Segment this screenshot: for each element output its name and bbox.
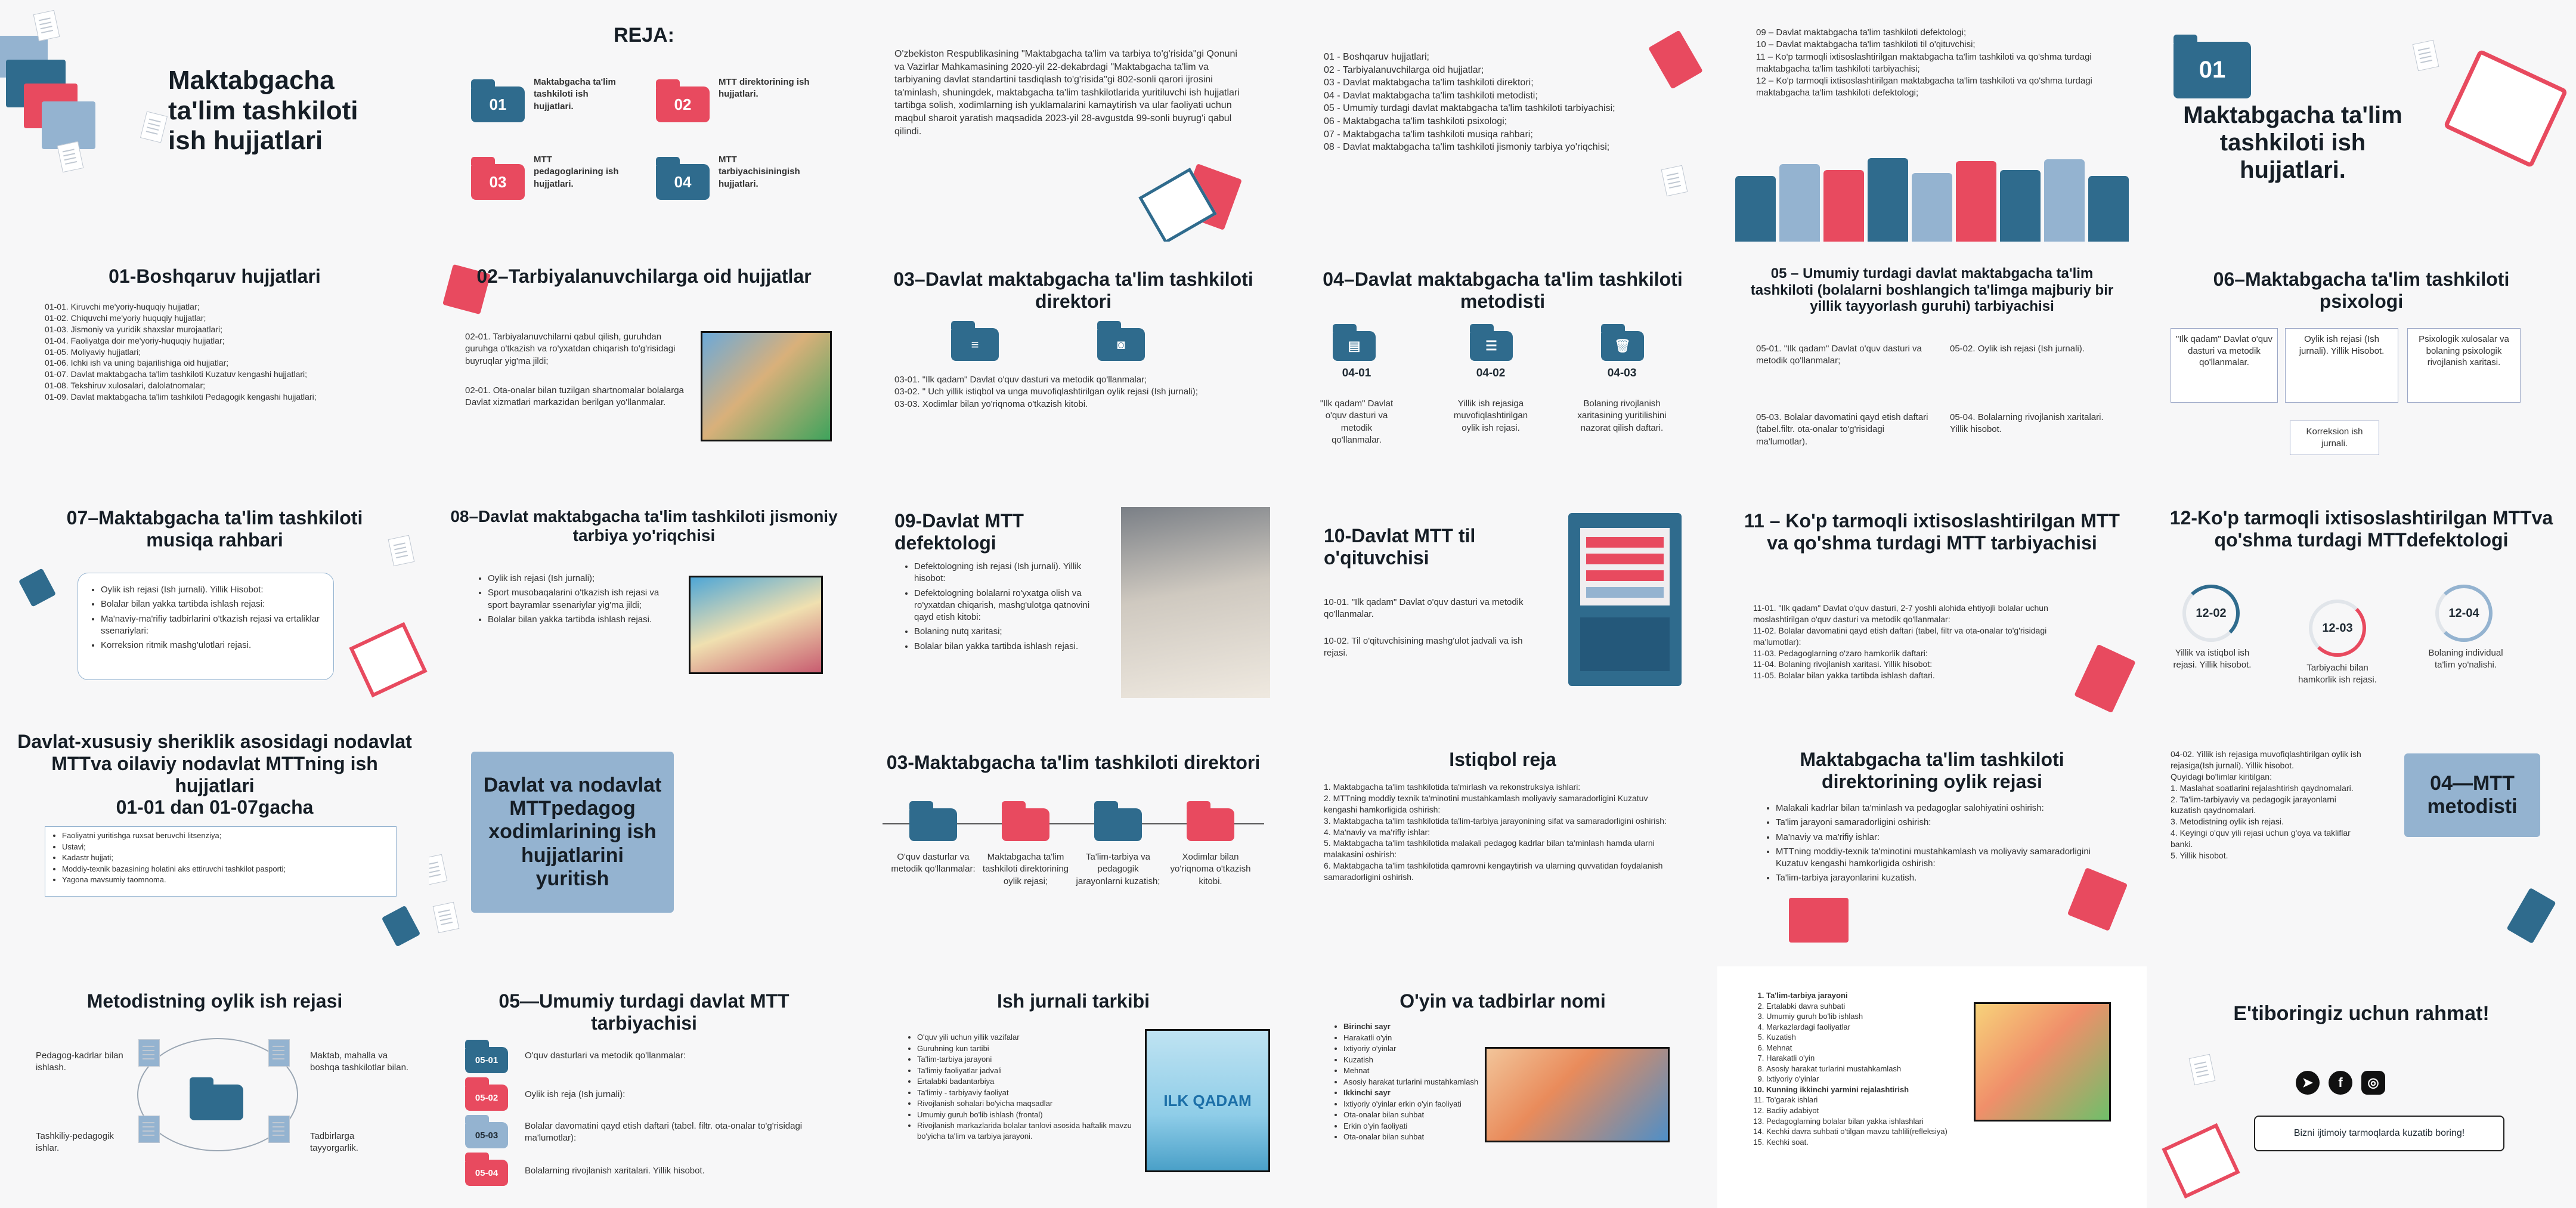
folder-icon — [656, 86, 710, 122]
column-text: Xodimlar bilan yo'riqnoma o'tkazish kitobi. — [1170, 852, 1251, 886]
slide-22 — [1288, 725, 1717, 966]
methodist-text — [2171, 749, 2367, 861]
slide-13 — [0, 483, 429, 725]
list-item: 12 – Ko'p tarmoqli ixtisoslashtirilgan maktabgacha ta'lim tashkiloti va qo'shma turdagi maktabgacha ta'lim tashkiloti defektologi; — [1756, 76, 2092, 98]
document-icon — [2413, 40, 2439, 71]
list-item: 05 - Umumiy turdagi davlat maktabgacha ta'lim tashkiloti tarbiyachisi; — [1324, 103, 1615, 114]
document-icon — [1661, 165, 1688, 196]
list-item: 04-02. Yillik ish rejasiga muvofiqlashtirilgan oylik ish rejasiga(Ish jurnali). Yillik hisobot. — [2171, 749, 2361, 770]
folder-icon — [465, 1085, 508, 1111]
list-item: • Mehnat — [1343, 1065, 1493, 1076]
list-item: 4. Markazlardagi faoliyatlar — [1766, 1022, 2017, 1033]
title-card — [2404, 753, 2540, 837]
list-item: • Rivojlanish sohalari bo'yicha maqsadlar — [917, 1098, 1150, 1109]
list-item: 15. Kechki soat. — [1766, 1137, 2017, 1148]
slide-9 — [859, 242, 1288, 483]
children-photo — [1974, 1002, 2111, 1122]
list-item: 13. Pedagoglarning bolalar bilan yakka ishlashlari — [1766, 1116, 2017, 1127]
instagram-icon[interactable]: ◎ — [2361, 1071, 2385, 1095]
list-item: 6. Mehnat — [1766, 1043, 2017, 1053]
list-item: 7. Harakatli o'yin — [1766, 1053, 2017, 1064]
paragraph: 02-01. Tarbiyalanuvchilarni qabul qilish, guruhdan guruhga o'tkazish va ro'yxatdan chiqarish to'g'risidagi buyruqlar yig'ma jildi; — [465, 332, 676, 366]
slide-title: 12-Ko'p tarmoqli ixtisoslashtirilgan MTTva qo'shma turdagi MTTdefektologi — [2169, 507, 2553, 551]
list-item: • Ixtiyoriy o'yinlar erkin o'yin faoliyati — [1343, 1099, 1493, 1110]
list-item: 11-05. Bolalar bilan yakka tartibda ishlash daftari. — [1753, 671, 1935, 681]
slide-30 — [2147, 966, 2576, 1208]
list-item: 3. Maktabgacha ta'lim tashkilotida ta'lim-tarbiya jarayonining sifat va samaradorligini oshirish: — [1324, 815, 1667, 826]
book-title: ILK QADAM — [1163, 1091, 1252, 1110]
column-text: "Ilk qadam" Davlat o'quv dasturi va metodik qo'llanmalar. — [1320, 398, 1394, 445]
bullet-list — [1333, 1021, 1493, 1143]
briefcase-icon: ◙ — [1097, 328, 1145, 361]
list-card — [45, 826, 397, 897]
slide-18 — [2147, 483, 2576, 725]
list-item: 3. Metodistning oylik ish rejasi. — [2171, 817, 2284, 827]
book-cover — [1145, 1029, 1270, 1172]
plan-title: REJA: — [613, 24, 675, 47]
list-item: • Ma'naviy-ma'rifiy tadbirlarini o'tkazish rejasi va ertaliklar ssenariylari: — [101, 613, 321, 638]
column-text: Ta'lim-tarbiya va pedagogik jarayonlarni kuzatish; — [1076, 852, 1160, 886]
list-item: 11-04. Bolaning rivojlanish xaritasi. Yillik hisobot: — [1753, 659, 1933, 669]
cycle-label: Pedagog-kadrlar bilan ishlash. — [36, 1051, 123, 1073]
list-item: 14. Kechki davra suhbati o'tilgan mavzu tahlili(refleksiya) — [1766, 1126, 2017, 1137]
slide-title: E'tiboringiz uchun rahmat! — [2233, 1002, 2490, 1025]
list-item: • Oylik ish rejasi (Ish jurnali). Yillik Hisobot: — [101, 584, 321, 596]
progress-circle — [2435, 585, 2493, 642]
list-item: • Birinchi sayr — [1343, 1021, 1493, 1032]
list-item: • Bolalar bilan yakka tartibda ishlash rejasi. — [914, 641, 1111, 653]
list-item: • Harakatli o'yin — [1343, 1033, 1493, 1043]
list-item: 01-08. Tekshiruv xulosalari, dalolatnomalar; — [45, 381, 205, 391]
file-cabinet-illustration — [1568, 513, 1682, 686]
column-text: Yillik ish rejasiga muvofiqlashtirilgan oylik ish rejasi. — [1453, 398, 1528, 433]
item-number: 01 — [489, 95, 507, 113]
item-text: 05-04. Bolalarning rivojlanish xaritalari. Yillik hisobot. — [1950, 412, 2104, 435]
list-item: • Bolaning nutq xaritasi; — [914, 626, 1111, 638]
item-code: 05-02 — [475, 1092, 499, 1103]
code-label: 04-02 — [1476, 367, 1506, 379]
slide-title: 04–Davlat maktabgacha ta'lim tashkiloti metodisti — [1323, 268, 1683, 312]
list-item: 5. Kuzatish — [1766, 1032, 2017, 1043]
slide-title: Maktabgacha ta'lim tashkiloti ish hujjatlari. — [2183, 102, 2402, 183]
list-item: 12. Badiiy adabiyot — [1766, 1105, 2017, 1116]
laptop-icon — [2162, 1123, 2240, 1198]
list-item: 09 – Davlat maktabgacha ta'lim tashkiloti defektologi; — [1756, 27, 1967, 38]
slide-title: Davlat-xususiy sheriklik asosidagi nodavlat MTTva oilaviy nodavlat MTTning ish hujjatlari 01-01 dan 01-07gacha — [17, 731, 412, 818]
bullet-list — [477, 573, 679, 628]
list-item: • Rivojlanish markazlarida bolalar tanlovi asosida haftalik mavzu bo'yicha ta'lim va tarbiya jarayoni. — [917, 1120, 1150, 1141]
list-item: 01-07. Davlat maktabgacha ta'lim tashkiloti Kuzatuv kengashi hujjatlari; — [45, 369, 308, 379]
facebook-icon[interactable]: f — [2329, 1071, 2352, 1095]
list-item: • Ota-onalar bilan suhbat — [1343, 1110, 1493, 1120]
list-item: 11-01. "Ilk qadam" Davlat o'quv dasturi, 2-7 yoshli alohida ehtiyojli bolalar uchun moslashtirilgan o'quv dasturi va metodik qo'llanmalar: — [1753, 603, 2048, 624]
title-card — [471, 752, 674, 913]
slide-title: Maktabgacha ta'lim tashkiloti direktorining oylik rejasi — [1800, 749, 2064, 792]
bullet-list — [51, 830, 390, 885]
folder-icon — [2174, 42, 2251, 98]
list-item: 5. Maktabgacha ta'lim tashkilotida malakali pedagog kadrlar bilan ta'minlash hamda ularni malakasini oshirish: — [1324, 838, 1655, 860]
list-item: 1. Maslahat soatlarini rejalashtirish qaydnomalari. — [2171, 783, 2354, 793]
slide-title: 03–Davlat maktabgacha ta'lim tashkiloti direktori — [893, 268, 1253, 312]
list-item: 10. Kunning ikkinchi yarmini rejalashtirish — [1766, 1085, 2017, 1095]
list-item: • Ta'lim-tarbiya jarayonlarini kuzatish. — [1776, 872, 2110, 884]
list-item: • Oylik ish rejasi (Ish jurnali); — [488, 573, 679, 585]
list-item: • Faoliyatni yuritishga ruxsat beruvchi litsenziya; — [62, 830, 390, 841]
item-number: 03 — [489, 172, 507, 191]
list-item: 1. Ta'lim-tarbiya jarayoni — [1766, 990, 2017, 1001]
bullet-list — [1765, 802, 2110, 887]
document-icon — [140, 111, 168, 143]
folder-icon — [465, 1122, 508, 1148]
list-item: • MTTning moddiy-texnik ta'minotini mustahkamlash va moliyaviy samaradorligini Kuzatuv kengashi hamkorligida oshirish: — [1776, 846, 2110, 870]
list-item: • Kadastr hujjati; — [62, 852, 390, 863]
slide-21 — [859, 725, 1288, 966]
item-number: 04 — [674, 172, 692, 191]
follow-social-button[interactable]: Bizni ijtimoiy tarmoqlarda kuzatib boring! — [2254, 1116, 2504, 1151]
column-text: Maktabgacha ta'lim tashkiloti direktorining oylik rejasi; — [982, 852, 1069, 886]
plan-item: MTT pedagoglarining ish hujjatlari. — [534, 155, 619, 189]
bullet-list — [90, 584, 321, 651]
item-text: 05-01. "Ilk qadam" Davlat o'quv dasturi va metodik qo'llanmalar; — [1756, 344, 1922, 366]
list-item: • Umumiy guruh bo'lib ishlash (frontal) — [917, 1110, 1150, 1120]
bullet-list — [906, 1032, 1150, 1142]
list-item: 06 - Maktabgacha ta'lim tashkiloti psixologi; — [1324, 116, 1507, 126]
list-item: • Ta'lim-tarbiya jarayoni — [917, 1054, 1150, 1065]
list-item: 07 - Maktabgacha ta'lim tashkiloti musiqa rahbari; — [1324, 129, 1533, 140]
list-item: • Bolalar bilan yakka tartibda ishlash rejasi. — [488, 614, 679, 626]
circle-code: 12-04 — [2448, 606, 2479, 620]
paragraph: 10-02. Til o'qituvchisining mashg'ulot jadvali va ish rejasi. — [1324, 636, 1523, 659]
list-item: 01-02. Chiquvchi me'yoriy huquqiy hujjatlar; — [45, 313, 206, 323]
folder-icon — [2074, 644, 2136, 713]
slide-20 — [429, 725, 859, 966]
list-item: • Asosiy harakat turlarini mustahkamlash — [1343, 1077, 1493, 1087]
list-item: 3. Umumiy guruh bo'lib ishlash — [1766, 1011, 2017, 1022]
slide-16 — [1288, 483, 1717, 725]
telegram-icon[interactable]: ➤ — [2296, 1071, 2320, 1095]
list-item: 01-04. Faoliyatga doir me'yoriy-huquqiy hujjatlar; — [45, 335, 225, 345]
item-text: O'quv dasturlari va metodik qo'llanmalar: — [525, 1051, 686, 1061]
folder-icon — [1002, 808, 1049, 841]
list-item: 03 - Davlat maktabgacha ta'lim tashkiloti direktori; — [1324, 78, 1534, 88]
document-icon — [429, 854, 447, 885]
list-item: 01-01. Kiruvchi me'yoriy-huquqiy hujjatlar; — [45, 302, 200, 311]
slide-8 — [429, 242, 859, 483]
documents-list — [1753, 603, 2063, 681]
slide-6 — [2147, 0, 2576, 242]
slide-29 — [1717, 966, 2147, 1208]
order-paragraph: O'zbekiston Respublikasining "Maktabgacha ta'lim va tarbiya to'g'risida"gi Qonuni va Vazirlar Mahkamasining 2020-yil 22-dekabrdagi "Maktabgacha ta'lim va tarbiyaning davlat standartini tasdiqlash to'g'risida"gi 802-sonli qarori ijrosini ta'minlash, shuningdek, maktabgacha ta'lim tashkilotlarida yuritiluvchi ish hujjatlari tartibga solish, xodimlarning ish yuklamalarini kamaytirish va ular faoliyati uchun maqbul sharoit yaratish maqsadida 2023-yil 28-avgustda 99-sonli buyrug'i qabul qilindi. — [894, 49, 1240, 137]
folder-icon — [18, 568, 56, 607]
children-photo — [1485, 1047, 1670, 1142]
list-item: • Erkin o'yin faoliyati — [1343, 1121, 1493, 1132]
folder-icon — [1094, 808, 1142, 841]
document-icon — [268, 1039, 290, 1067]
slide-5 — [1717, 0, 2147, 242]
slide-title: Ish jurnali tarkibi — [996, 990, 1150, 1012]
slide-2 — [429, 0, 859, 242]
column-text: O'quv dasturlar va metodik qo'llanmalar: — [891, 852, 976, 875]
slide-25 — [0, 966, 429, 1208]
list-item: • Ertalabki badantarbiya — [917, 1076, 1150, 1087]
folder-icon — [656, 164, 710, 200]
item-text: Oylik ish reja (Ish jurnali): — [525, 1089, 626, 1099]
list-item: • Kuzatish — [1343, 1055, 1493, 1065]
list-item: 01-05. Moliyaviy hujjatlari; — [45, 347, 141, 357]
list-item: • Ta'lim jarayoni samaradorligini oshirish: — [1776, 817, 2110, 829]
document-icon — [138, 1116, 160, 1143]
list-item: 01 - Boshqaruv hujjatlari; — [1324, 52, 1429, 62]
item-code: 05-03 — [475, 1130, 499, 1141]
list-item: 11 – Ko'p tarmoqli ixtisoslashtirilgan maktabgacha ta'lim tashkiloti va qo'shma turdagi maktabgacha ta'lim tashkiloti tarbiyachisi; — [1756, 51, 2092, 74]
slide-1 — [0, 0, 429, 242]
slide-title: 05 – Umumiy turdagi davlat maktabgacha ta'lim tashkiloti (bolalarni boshlangich ta'limga majburiy bir yillik tayyorlash guruhi) tarbiyachisi — [1750, 265, 2114, 315]
slide-10 — [1288, 242, 1717, 483]
folder-icon — [465, 1047, 508, 1073]
slide-title: 11 – Ko'p tarmoqli ixtisoslashtirilgan MTT va qo'shma turdagi MTT tarbiyachisi — [1744, 510, 2120, 554]
slide-title: 07–Maktabgacha ta'lim tashkiloti musiqa rahbari — [66, 507, 363, 551]
list-item: 01-06. Ichki ish va uning bajarilishiga oid hujjatlar; — [45, 358, 229, 368]
slide-12 — [2147, 242, 2576, 483]
plan-item: MTT tarbiyachisiningish hujjatlari. — [719, 155, 800, 189]
plan-list — [1324, 781, 1682, 883]
slide-7 — [0, 242, 429, 483]
list-item: Quyidagi bo'limlar kiritilgan: — [2171, 771, 2272, 781]
list-item: 08 - Davlat maktabgacha ta'lim tashkiloti jismoniy tarbiya yo'riqchisi; — [1324, 142, 1610, 153]
document-icon — [433, 902, 460, 933]
folder-icon — [909, 808, 957, 841]
slide-28 — [1288, 966, 1717, 1208]
list-item: • Guruhning kun tartibi — [917, 1043, 1150, 1054]
slide-4 — [1288, 0, 1717, 242]
list-item: 11. To'garak ishlari — [1766, 1095, 2017, 1105]
list-item: 03-02. " Uch yillik istiqbol va unga muvofiqlashtirilgan oylik rejasi (Ish jurnali); — [894, 387, 1198, 397]
progress-circle — [2309, 600, 2366, 657]
circle-code: 12-02 — [2196, 606, 2227, 620]
circle-code: 12-03 — [2322, 621, 2353, 635]
folder-icon — [465, 1160, 508, 1186]
list-item: • Ustavi; — [62, 842, 390, 852]
file-box-icon — [1789, 898, 1849, 943]
list-item: 2. Ta'lim-tarbiyaviy va pedagogik jarayonlarni kuzatish qaydnomalari. — [2171, 794, 2336, 815]
document-card: Korreksion ish jurnali. — [2290, 421, 2379, 455]
laptop-icon — [2443, 49, 2568, 168]
stack-icon: ≡ — [951, 328, 999, 361]
slide-26 — [429, 966, 859, 1208]
slide-11 — [1717, 242, 2147, 483]
slide-title: 01-Boshqaruv hujjatlari — [109, 265, 321, 287]
slide-title: 10-Davlat MTT til o'qituvchisi — [1324, 525, 1476, 569]
slide-title: 09-Davlat MTT defektologi — [894, 510, 1024, 554]
slide-19 — [0, 725, 429, 966]
list-item: 11-03. Pedagoglarning o'zaro hamkorlik daftari: — [1753, 648, 1928, 658]
code-label: 04-03 — [1607, 367, 1637, 379]
folder-icon — [42, 101, 95, 149]
folder-icon — [382, 906, 421, 947]
document-icon — [268, 1116, 290, 1143]
list-item: 1. Maktabgacha ta'lim tashkilotida ta'mirlash va rekonstruksiya ishlari: — [1324, 782, 1581, 792]
folder-archive-illustration — [1717, 152, 2147, 242]
folder-icon — [190, 1085, 243, 1120]
documents-list — [45, 301, 379, 403]
documents-list — [1324, 51, 1658, 154]
documents-list — [894, 374, 1252, 410]
list-item: 4. Keyingi o'quv yili rejasi uchun g'oya va takliflar banki. — [2171, 828, 2351, 849]
slide-3 — [859, 0, 1288, 242]
cycle-label: Tashkiliy-pedagogik ishlar. — [36, 1131, 114, 1154]
slide-title: 03-Maktabgacha ta'lim tashkiloti direktori — [886, 752, 1261, 773]
slide-title: O'yin va tadbirlar nomi — [1400, 990, 1606, 1012]
document-card: "Ilk qadam" Davlat o'quv dasturi va metodik qo'llanmalar. — [2171, 328, 2278, 403]
list-item: • Malakali kadrlar bilan ta'minlash va pedagoglar salohiyatini oshirish: — [1776, 802, 2110, 814]
folder-icon — [471, 164, 525, 200]
bullet-list — [903, 561, 1111, 655]
list-item: 10 – Davlat maktabgacha ta'lim tashkiloti til o'qituvchisi; — [1756, 39, 1976, 50]
list-item: • Ikkinchi sayr — [1343, 1087, 1493, 1098]
slide-27 — [859, 966, 1288, 1208]
item-number: 02 — [674, 95, 692, 113]
item-text: Bolalarning rivojlanish xaritalari. Yillik hisobot. — [525, 1166, 705, 1176]
list-item: 8. Asosiy harakat turlarini mustahkamlash — [1766, 1064, 2017, 1074]
folder-icon — [471, 86, 525, 122]
slide-title: Istiqbol reja — [1449, 749, 1556, 770]
folder-icon — [1187, 808, 1234, 841]
slide-title: Metodistning oylik ish rejasi — [86, 990, 343, 1012]
item-text: 05-03. Bolalar davomatini qayd etish daftari (tabel.filtr. ota-onalar to'g'risidagi ma'lumotlar). — [1756, 412, 1928, 447]
column-text: Bolaning rivojlanish xaritasining yuritilishini nazorat qilish daftari. — [1577, 398, 1667, 433]
slide-title: 02–Tarbiyalanuvchilarga oid hujjatlar — [476, 265, 812, 287]
plan-item: Maktabgacha ta'lim tashkiloti ish hujjatlari. — [534, 77, 616, 112]
list-item: • Defektologning bolalarni ro'yxatga olish va ro'yxatdan chiqarish, mashg'ulotga qatnovini qayd etish kitobi: — [914, 588, 1111, 624]
list-card — [78, 573, 334, 680]
document-icon — [388, 535, 415, 566]
list-item: • Defektologning ish rejasi (Ish jurnali). Yillik hisobot: — [914, 561, 1111, 585]
item-code: 05-04 — [475, 1167, 499, 1178]
paragraph: 02-01. Ota-onalar bilan tuzilgan shartnomalar bolalarga Davlat xizmatlari markazidan berilgan yo'llanmalar. — [465, 385, 684, 408]
list-item: • Yagona mavsumiy taomnoma. — [62, 875, 390, 885]
teacher-photo — [1121, 507, 1270, 698]
document-icon — [2189, 1054, 2216, 1085]
list-item: • Bolalar bilan yakka tartibda ishlash rejasi: — [101, 598, 321, 610]
folder-icon: ▤ — [1333, 331, 1376, 361]
list-item: • Ma'naviy va ma'rifiy ishlar: — [1776, 832, 2110, 844]
trash-icon: 🗑 — [1601, 331, 1644, 361]
slide-24 — [2147, 725, 2576, 966]
slide-title: 05—Umumiy turdagi davlat MTT tarbiyachisi — [499, 990, 789, 1034]
slide-23 — [1717, 725, 2147, 966]
laptop-icon — [349, 622, 427, 697]
document-icon — [138, 1039, 160, 1067]
circle-text: Bolaning individual ta'lim yo'nalishi. — [2428, 648, 2503, 671]
sport-photo — [689, 576, 823, 674]
list-item: 2. Ertalabki davra suhbati — [1766, 1001, 2017, 1012]
slide-title: 08–Davlat maktabgacha ta'lim tashkiloti jismoniy tarbiya yo'riqchisi — [450, 507, 838, 545]
list-item: 04 - Davlat maktabgacha ta'lim tashkiloti metodisti; — [1324, 90, 1538, 101]
list-item: 11-02. Bolalar davomatini qayd etish daftari (tabel, filtr va ota-onalar to'g'risidagi ma'lumotlar): — [1753, 625, 2047, 647]
list-item: 9. Ixtiyoriy o'yinlar — [1766, 1074, 2017, 1085]
cycle-label: Tadbirlarga tayyorgarlik. — [310, 1131, 358, 1154]
list-item: • Ota-onalar bilan suhbat — [1343, 1132, 1493, 1142]
documents-list — [1756, 27, 2114, 100]
list-item: 2. MTTning moddiy texnik ta'minotini mustahkamlash moliyaviy samaradorligini Kuzatuv kengashi hamkorligida oshirish: — [1324, 793, 1648, 814]
list-item: 01-03. Jismoniy va yuridik shaxslar murojaatlari; — [45, 324, 222, 334]
list-item: 02 - Tarbiyalanuvchilarga oid hujjatlar; — [1324, 64, 1484, 75]
item-number: 01 — [2199, 57, 2226, 83]
list-item: 5. Yillik hisobot. — [2171, 851, 2228, 861]
list-item: 6. Maktabgacha ta'lim tashkilotida qamrovni kengaytirish va ularning quvvatidan foydalanish samaradorligini oshirish. — [1324, 861, 1663, 882]
document-card: Oylik ish rejasi (Ish jurnali). Yillik Hisobot. — [2285, 328, 2398, 403]
list-item: • O'quv yili uchun yillik vazifalar — [917, 1032, 1150, 1043]
circle-text: Tarbiyachi bilan hamkorlik ish rejasi. — [2298, 663, 2377, 685]
list-icon: ☰ — [1470, 331, 1513, 361]
list-item: • Moddiy-texnik bazasining holatini aks ettiruvchi tashkilot pasporti; — [62, 864, 390, 875]
circle-text: Yillik va istiqbol ish rejasi. Yillik hisobot. — [2173, 648, 2252, 671]
item-text: 05-02. Oylik ish rejasi (Ish jurnali). — [1950, 344, 2085, 354]
item-text: Bolalar davomatini qayd etish daftari (tabel. filtr. ota-onalar to'g'risidagi ma'lumotlar): — [525, 1121, 803, 1144]
slide-title: 04—MTT metodisti — [2427, 771, 2518, 818]
list-item: • Ixtiyoriy o'yinlar — [1343, 1043, 1493, 1054]
code-label: 04-01 — [1342, 367, 1371, 379]
cycle-label: Maktab, mahalla va boshqa tashkilotlar bilan. — [310, 1051, 409, 1073]
list-item: 03-01. "Ilk qadam" Davlat o'quv dasturi va metodik qo'llanmalar; — [894, 375, 1147, 385]
classroom-photo — [701, 331, 832, 441]
list-item: 01-09. Davlat maktabgacha ta'lim tashkiloti Pedagogik kengashi hujjatlari; — [45, 392, 317, 402]
list-item: • Ta'limiy - tarbiyaviy faoliyat — [917, 1087, 1150, 1098]
list-item: 03-03. Xodimlar bilan yo'riqnoma o'tkazish kitobi. — [894, 398, 1088, 409]
slide-title: Davlat va nodavlat MTTpedagog xodimlarining ish hujjatlarini yuritish — [483, 774, 662, 890]
slide-title: 06–Maktabgacha ta'lim tashkiloti psixologi — [2213, 268, 2510, 312]
list-item: • Sport musobaqalarini o'tkazish ish rejasi va sport bayramlar ssenariylar yig'ma jildi; — [488, 587, 679, 611]
folder-icon — [2506, 888, 2556, 944]
progress-circle — [2182, 585, 2240, 642]
slide-title: Maktabgacha ta'lim tashkiloti ish hujjatlari — [168, 66, 358, 156]
paragraph: 10-01. "Ilk qadam" Davlat o'quv dasturi va metodik qo'llanmalar. — [1324, 597, 1524, 620]
plan-item: MTT direktorining ish hujjatlari. — [719, 77, 810, 100]
slide-15 — [859, 483, 1288, 725]
list-item: 4. Ma'naviy va ma'rifiy ishlar: — [1324, 827, 1431, 837]
slide-14 — [429, 483, 859, 725]
list-item: • Korreksion ritmik mashg'ulotlari rejasi. — [101, 639, 321, 651]
slide-17 — [1717, 483, 2147, 725]
list-item: • Ta'limiy faoliyatlar jadvali — [917, 1065, 1150, 1076]
document-card: Psixologik xulosalar va bolaning psixologik rivojlanish xaritasi. — [2407, 328, 2521, 403]
item-code: 05-01 — [475, 1055, 499, 1065]
